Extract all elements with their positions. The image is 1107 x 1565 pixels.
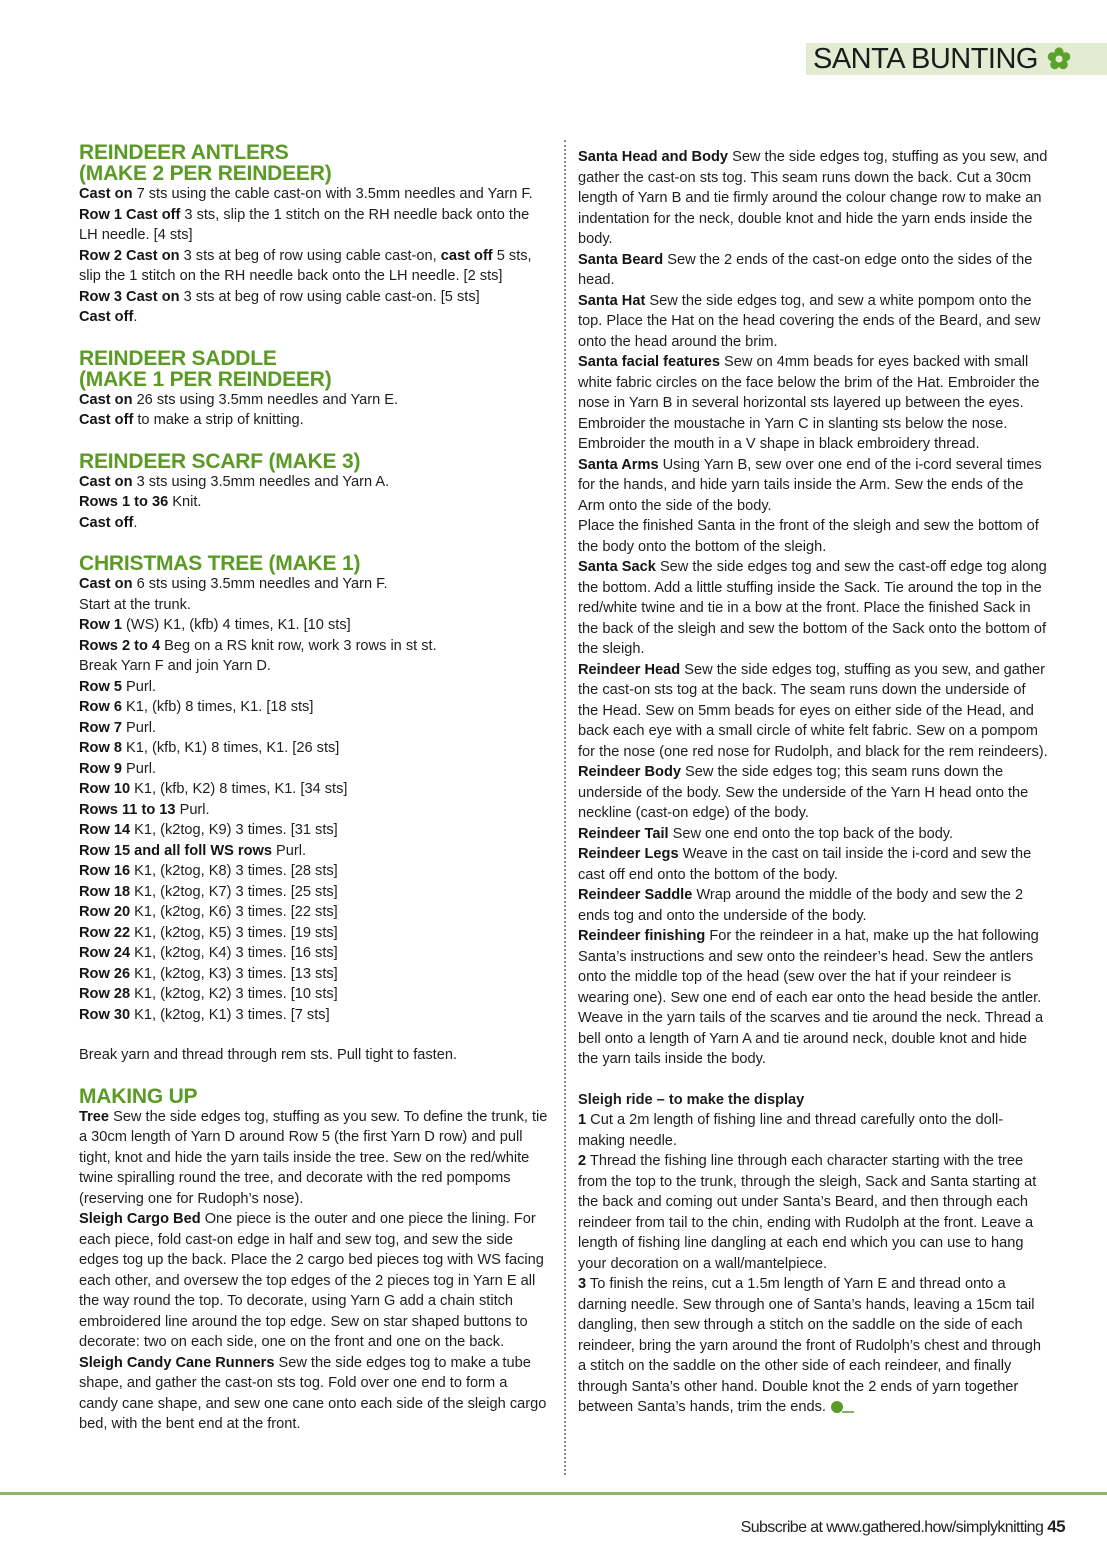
bold-lead: Santa Beard [578, 251, 664, 268]
heading-line-1: REINDEER ANTLERS [79, 141, 289, 164]
instruction-line: Row 15 and all foll WS rows Purl. [79, 842, 307, 859]
making-up-section [79, 1086, 549, 1435]
bold-lead: Row 24 [79, 945, 131, 961]
bold-lead: Cast on [79, 473, 133, 490]
heading-line-1: REINDEER SADDLE [79, 346, 277, 370]
instruction-line: Row 24 K1, (k2tog, K4) 3 times. [16 sts] [79, 945, 338, 961]
bold-lead: Row 14 [79, 822, 131, 838]
bold-lead: Row 7 [79, 719, 122, 736]
bold-lead: Santa Head and Body [578, 149, 729, 165]
bold-lead: Row 3 Cast on [79, 288, 180, 305]
instruction-line: Row 14 K1, (k2tog, K9) 3 times. [31 sts] [79, 822, 338, 838]
bold-lead: Row 10 [79, 781, 131, 797]
bold-lead: Santa Arms [578, 456, 659, 473]
instruction-line: Cast on 26 sts using 3.5mm needles and Yarn E. [79, 391, 399, 408]
finishing-paragraph: Reindeer Head Sew the side edges tog, stuffing as you sew, and gather the cast-on sts tog at the back. The seam runs down the underside of the Head. Sew on 5mm beads for eyes on either side of the Head, and back each eye with a small circle of white felt fabric. Sew on a pompom for the nose (one red nose for Rudolph, and black for the rem reindeers). [578, 661, 1048, 760]
bold-inline: cast off [440, 247, 493, 264]
footer-rule [0, 1492, 1107, 1495]
bold-lead: Row 30 [79, 1006, 131, 1023]
saddle-section [79, 348, 549, 431]
sleigh-ride-steps [578, 1110, 1048, 1418]
finishing-paragraph: Reindeer Legs Weave in the cast on tail inside the i-cord and sew the cast off end onto the bottom of the body. [578, 846, 1032, 883]
tree-instructions [79, 574, 549, 1025]
bold-lead: Row 1 Cast off [79, 206, 181, 223]
making-up-paragraph: Tree Sew the side edges tog, stuffing as you sew. To define the trunk, tie a 30cm length of Yarn D around Row 5 (the first Yarn D row) and pull tight, knot and hide the yarn tails inside the tree. Sew on the red/white twine spiralling round the tree, and decorate with the red pompoms (reserving one for Rudoph’s nose). [79, 1108, 548, 1207]
finishing-paragraph: Santa Hat Sew the side edges tog, and sew a white pompom onto the top. Place the Hat on the head covering the ends of the Beard, and sew onto the head around the brim. [578, 292, 1041, 350]
sleigh-ride-step: 1 Cut a 2m length of fishing line and thread carefully onto the doll-making needle. [578, 1112, 1004, 1149]
bold-lead: Tree [79, 1108, 110, 1125]
tree-section [79, 553, 549, 1066]
page-footer [741, 1517, 1065, 1537]
bold-lead: Row 18 [79, 883, 131, 900]
instruction-line: Row 9 Purl. [79, 760, 157, 777]
bold-lead: Row 6 [79, 699, 122, 715]
finishing-paragraph: Place the finished Santa in the front of the sleigh and sew the bottom of the body onto the bottom of the sleigh. [578, 518, 1039, 555]
bold-lead: Santa Sack [578, 559, 656, 575]
instruction-line: Row 22 K1, (k2tog, K5) 3 times. [19 sts] [79, 924, 338, 941]
finishing-paragraph: Reindeer finishing For the reindeer in a hat, make up the hat following Santa’s instructions and sew onto the reindeer’s head. Sew the antlers onto the middle top of the head (sew over the hat if your reindeer is wearing one). Sew one end of each ear onto the head beside the antler. Weave in the yarn tails of the scarves and tie around the neck. Thread a bell onto a length of Yarn A and tie around neck, double knot and hide the yarn tails inside the body. [578, 928, 1044, 1067]
scarf-heading: REINDEER SCARF (MAKE 3) [79, 449, 361, 473]
making-up-paragraph: Sleigh Cargo Bed One piece is the outer and one piece the lining. For each piece, fold cast-on edge in half and sew tog, and sew the side edges tog up the back. Place the 2 cargo bed pieces tog with WS facing each other, and oversew the top edges of the 2 pieces tog in Yarn E all the way round the top. To decorate, using Yarn G add a chain stitch embroidered line around the top edge. Sew on star shaped buttons to decorate: two on each side, one on the front and one on the back. [79, 1211, 544, 1350]
bold-lead: Row 16 [79, 863, 131, 879]
bold-lead: Reindeer finishing [578, 928, 706, 944]
instruction-line: Rows 11 to 13 Purl. [79, 801, 210, 818]
instruction-line: Rows 1 to 36 Knit. [79, 494, 202, 510]
making-up-paragraph: Sleigh Candy Cane Runners Sew the side edges tog to make a tube shape, and gather the cast-on sts tog. Fold over one end to form a candy cane shape, and sew one cane onto each side of the sleigh cargo bed, with the bent end at the front. [79, 1354, 547, 1432]
bold-lead: Cast on [79, 186, 133, 202]
bold-lead: Row 15 and all foll WS rows [79, 842, 272, 859]
instruction-line: Row 1 (WS) K1, (kfb) 4 times, K1. [10 sts] [79, 617, 351, 633]
bold-lead: Row 26 [79, 965, 131, 982]
bold-lead: Row 8 [79, 740, 122, 756]
scarf-section [79, 451, 549, 534]
instruction-line: Cast off to make a strip of knitting. [79, 412, 304, 428]
making-up-instructions [79, 1107, 549, 1435]
bold-lead: Row 1 [79, 617, 122, 633]
bold-lead: Row 2 Cast on [79, 247, 180, 264]
instruction-line: Break Yarn F and join Yarn D. [79, 658, 271, 674]
section-header-tab [806, 43, 1107, 75]
antlers-heading [79, 142, 549, 184]
instruction-line: Cast off. [79, 309, 138, 325]
bold-lead: Santa Hat [578, 292, 646, 309]
instruction-line: Start at the trunk. [79, 596, 191, 613]
bold-lead: Row 9 [79, 760, 122, 777]
bold-lead: Cast off [79, 309, 134, 325]
instruction-line: Row 7 Purl. [79, 719, 157, 736]
left-column [79, 142, 549, 1435]
instruction-line: Row 16 K1, (k2tog, K8) 3 times. [28 sts] [79, 863, 338, 879]
clover-flower-icon [1046, 46, 1072, 72]
bold-lead: Cast off [79, 412, 134, 428]
instruction-line: Row 18 K1, (k2tog, K7) 3 times. [25 sts] [79, 883, 338, 900]
instruction-line: Row 8 K1, (kfb, K1) 8 times, K1. [26 sts] [79, 740, 340, 756]
sleigh-ride-heading: Sleigh ride – to make the display [578, 1091, 805, 1108]
column-divider [564, 140, 566, 1475]
instruction-line: Cast off. [79, 514, 138, 531]
instruction-line: Cast on 3 sts using 3.5mm needles and Yarn A. [79, 473, 390, 490]
instruction-line: Row 20 K1, (k2tog, K6) 3 times. [22 sts] [79, 904, 338, 920]
subscribe-link-text[interactable]: Subscribe at www.gathered.how/simplyknitting [740, 1519, 1044, 1536]
bold-lead: Reindeer Tail [578, 825, 669, 842]
instruction-line: Row 28 K1, (k2tog, K2) 3 times. [10 sts] [79, 986, 338, 1002]
bold-lead: Rows 11 to 13 [79, 801, 176, 818]
scarf-instructions [79, 472, 549, 534]
instruction-line: Row 5 Purl. [79, 678, 157, 695]
bold-lead: Santa facial features [578, 354, 720, 370]
finishing-paragraph: Reindeer Saddle Wrap around the middle of the body and sew the 2 ends tog and onto the underside of the body. [578, 887, 1024, 924]
saddle-heading [79, 348, 549, 390]
bold-lead: Row 20 [79, 904, 131, 920]
bold-lead: Reindeer Body [578, 764, 681, 780]
bold-lead: Reindeer Legs [578, 846, 679, 862]
bold-lead: Rows 2 to 4 [79, 637, 161, 654]
bold-lead: Sleigh Cargo Bed [79, 1211, 201, 1227]
bold-lead: Cast on [79, 391, 133, 408]
page-number: 45 [1047, 1517, 1065, 1536]
finishing-paragraph: Santa Beard Sew the 2 ends of the cast-on edge onto the sides of the head. [578, 251, 1033, 288]
instruction-line: Cast on 7 sts using the cable cast-on with 3.5mm needles and Yarn F. [79, 186, 533, 202]
bold-lead: Cast off [79, 514, 134, 531]
section-title: SANTA BUNTING [813, 43, 1038, 75]
making-up-heading: MAKING UP [79, 1084, 198, 1108]
instruction-line: Row 10 K1, (kfb, K2) 8 times, K1. [34 sts] [79, 781, 348, 797]
bold-lead: 3 [578, 1276, 587, 1292]
bold-lead: Row 22 [79, 924, 131, 941]
bold-lead: Cast on [79, 576, 133, 592]
bold-lead: Reindeer Saddle [578, 887, 693, 903]
bold-lead: Rows 1 to 36 [79, 494, 169, 510]
finishing-instructions [578, 147, 1048, 1070]
bold-lead: 2 [578, 1153, 587, 1169]
antlers-section [79, 142, 549, 328]
heading-line-2: (MAKE 1 PER REINDEER) [79, 367, 332, 391]
finishing-paragraph: Reindeer Body Sew the side edges tog; this seam runs down the underside of the body. Sew the underside of the Yarn H head onto the neckline (cast-on edge) of the body. [578, 764, 1029, 821]
instruction-line: Row 2 Cast on 3 sts at beg of row using cable cast-on, cast off 5 sts, slip the 1 stitch on the RH needle back onto the LH needle. [2 sts] [79, 247, 532, 284]
finishing-paragraph: Santa facial features Sew on 4mm beads for eyes backed with small white fabric circles on the face below the brim of the Hat. Embroider the nose in Yarn B in several horizontal sts layered up between the eyes. Embroider the moustache in Yarn C in slanting sts below the nose. Embroider the mouth in a V shape in black embroidery thread. [578, 354, 1040, 452]
bold-lead: Row 5 [79, 678, 122, 695]
finishing-paragraph: Santa Arms Using Yarn B, sew over one end of the i-cord several times for the hands, and hide yarn tails inside the Arm. Sew the ends of the Arm onto the side of the body. [578, 456, 1042, 514]
instruction-line: Rows 2 to 4 Beg on a RS knit row, work 3 rows in st st. [79, 637, 437, 654]
tree-heading: CHRISTMAS TREE (MAKE 1) [79, 552, 361, 575]
instruction-line: Row 26 K1, (k2tog, K3) 3 times. [13 sts] [79, 965, 338, 982]
bold-lead: Sleigh Candy Cane Runners [79, 1354, 275, 1371]
finishing-paragraph: Reindeer Tail Sew one end onto the top back of the body. [578, 825, 954, 842]
instruction-line: Row 1 Cast off 3 sts, slip the 1 stitch on the RH needle back onto the LH needle. [4 sts] [79, 206, 530, 243]
tree-finish-text: Break yarn and thread through rem sts. Pull tight to fasten. [79, 1047, 458, 1063]
antlers-instructions [79, 184, 549, 328]
finishing-paragraph: Santa Sack Sew the side edges tog and sew the cast-off edge tog along the bottom. Add a little stuffing inside the Sack. Tie around the top in the red/white twine and tie in a bow at the front. Place the finished Sack in the back of the sleigh and sew the bottom of the Sack onto the bottom of the sleigh. [578, 559, 1047, 657]
saddle-instructions [79, 390, 549, 431]
instruction-line: Cast on 6 sts using 3.5mm needles and Yarn F. [79, 576, 388, 592]
instruction-line: Row 30 K1, (k2tog, K1) 3 times. [7 sts] [79, 1006, 330, 1023]
instruction-line: Row 3 Cast on 3 sts at beg of row using cable cast-on. [5 sts] [79, 288, 480, 305]
instruction-line: Row 6 K1, (kfb) 8 times, K1. [18 sts] [79, 699, 314, 715]
right-column [578, 147, 1048, 1418]
bold-lead: 1 [578, 1112, 587, 1128]
yarn-ball-icon [830, 1400, 856, 1414]
finishing-paragraph: Santa Head and Body Sew the side edges tog, stuffing as you sew, and gather the cast-on sts tog. This seam runs down the back. Cut a 30cm length of Yarn B and tie firmly around the colour change row to make an indentation for the neck, double knot and hide the yarn ends inside the body. [578, 149, 1048, 247]
sleigh-ride-step: 3 To finish the reins, cut a 1.5m length of Yarn E and thread onto a darning needle. Sew through one of Santa’s hands, leaving a 15cm tail dangling, then sew through a stitch on the saddle on the side of each reindeer, bring the yarn around the front of Rudolph’s chest and through a stitch on the saddle on the other side of each reindeer, and finally through Santa’s other hand. Double knot the 2 ends of yarn together between Santa’s hands, trim the ends. [578, 1276, 1041, 1415]
heading-line-2: (MAKE 2 PER REINDEER) [79, 162, 332, 185]
bold-lead: Reindeer Head [578, 661, 681, 678]
sleigh-ride-step: 2 Thread the fishing line through each character starting with the tree from the top to the trunk, through the sleigh, Sack and Santa starting at the back and coming out under Santa’s Beard, and then through each reindeer from tail to the chin, ending with Rudolph at the front. Leave a length of fishing line dangling at each end which you can use to hang your decoration on a wall/mantelpiece. [578, 1153, 1037, 1272]
bold-lead: Row 28 [79, 986, 131, 1002]
